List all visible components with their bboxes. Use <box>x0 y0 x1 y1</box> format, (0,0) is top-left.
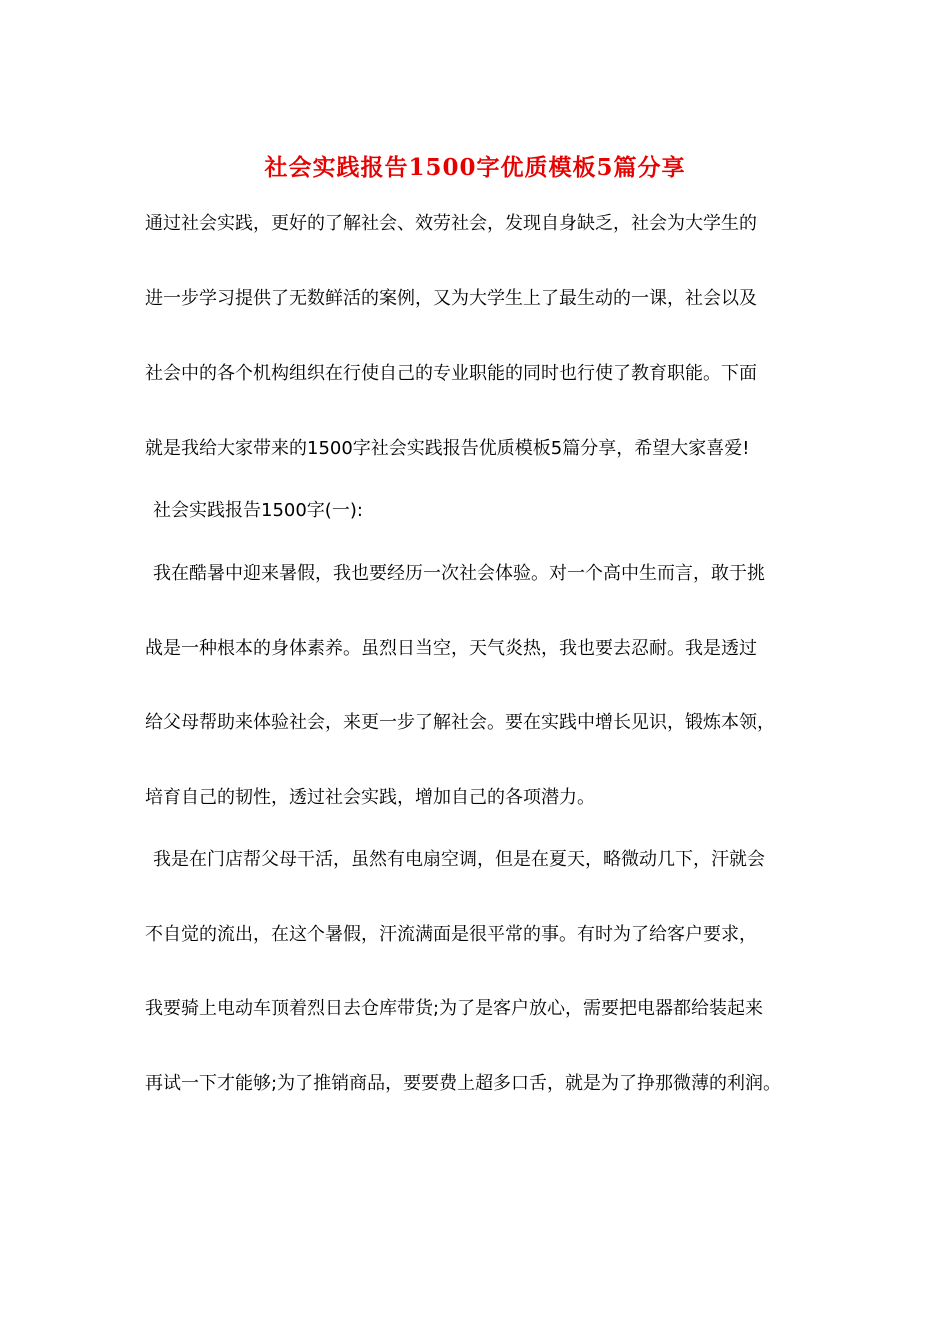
paragraph-line: 给父母帮助来体验社会，来更一步了解社会。要在实践中增长见识，锻炼本领， <box>145 712 775 733</box>
paragraph-line: 不自觉的流出，在这个暑假，汗流满面是很平常的事。有时为了给客户要求， <box>145 924 757 945</box>
paragraph-line: 我在酷暑中迎来暑假，我也要经历一次社会体验。对一个高中生而言，敢于挑 <box>153 563 765 584</box>
paragraph-line: 就是我给大家带来的1500字社会实践报告优质模板5篇分享，希望大家喜爱! <box>145 438 750 459</box>
paragraph-line: 社会中的各个机构组织在行使自己的专业职能的同时也行使了教育职能。下面 <box>145 363 757 384</box>
paragraph-line: 我是在门店帮父母干活，虽然有电扇空调，但是在夏天，略微动几下，汗就会 <box>153 849 765 870</box>
paragraph-line: 我要骑上电动车顶着烈日去仓库带货;为了是客户放心，需要把电器都给装起来 <box>145 998 764 1019</box>
paragraph-line: 通过社会实践，更好的了解社会、效劳社会，发现自身缺乏，社会为大学生的 <box>145 213 757 234</box>
paragraph-line: 再试一下才能够;为了推销商品，要要费上超多口舌，就是为了挣那微薄的利润。 <box>145 1073 782 1094</box>
paragraph-line: 战是一种根本的身体素养。虽烈日当空，天气炎热，我也要去忍耐。我是透过 <box>145 638 757 659</box>
paragraph-line: 进一步学习提供了无数鲜活的案例，又为大学生上了最生动的一课，社会以及 <box>145 288 757 309</box>
document-title: 社会实践报告1500字优质模板5篇分享 <box>264 154 686 181</box>
paragraph-line: 培育自己的韧性，透过社会实践，增加自己的各项潜力。 <box>145 787 595 808</box>
section-heading: 社会实践报告1500字(一): <box>153 500 363 521</box>
